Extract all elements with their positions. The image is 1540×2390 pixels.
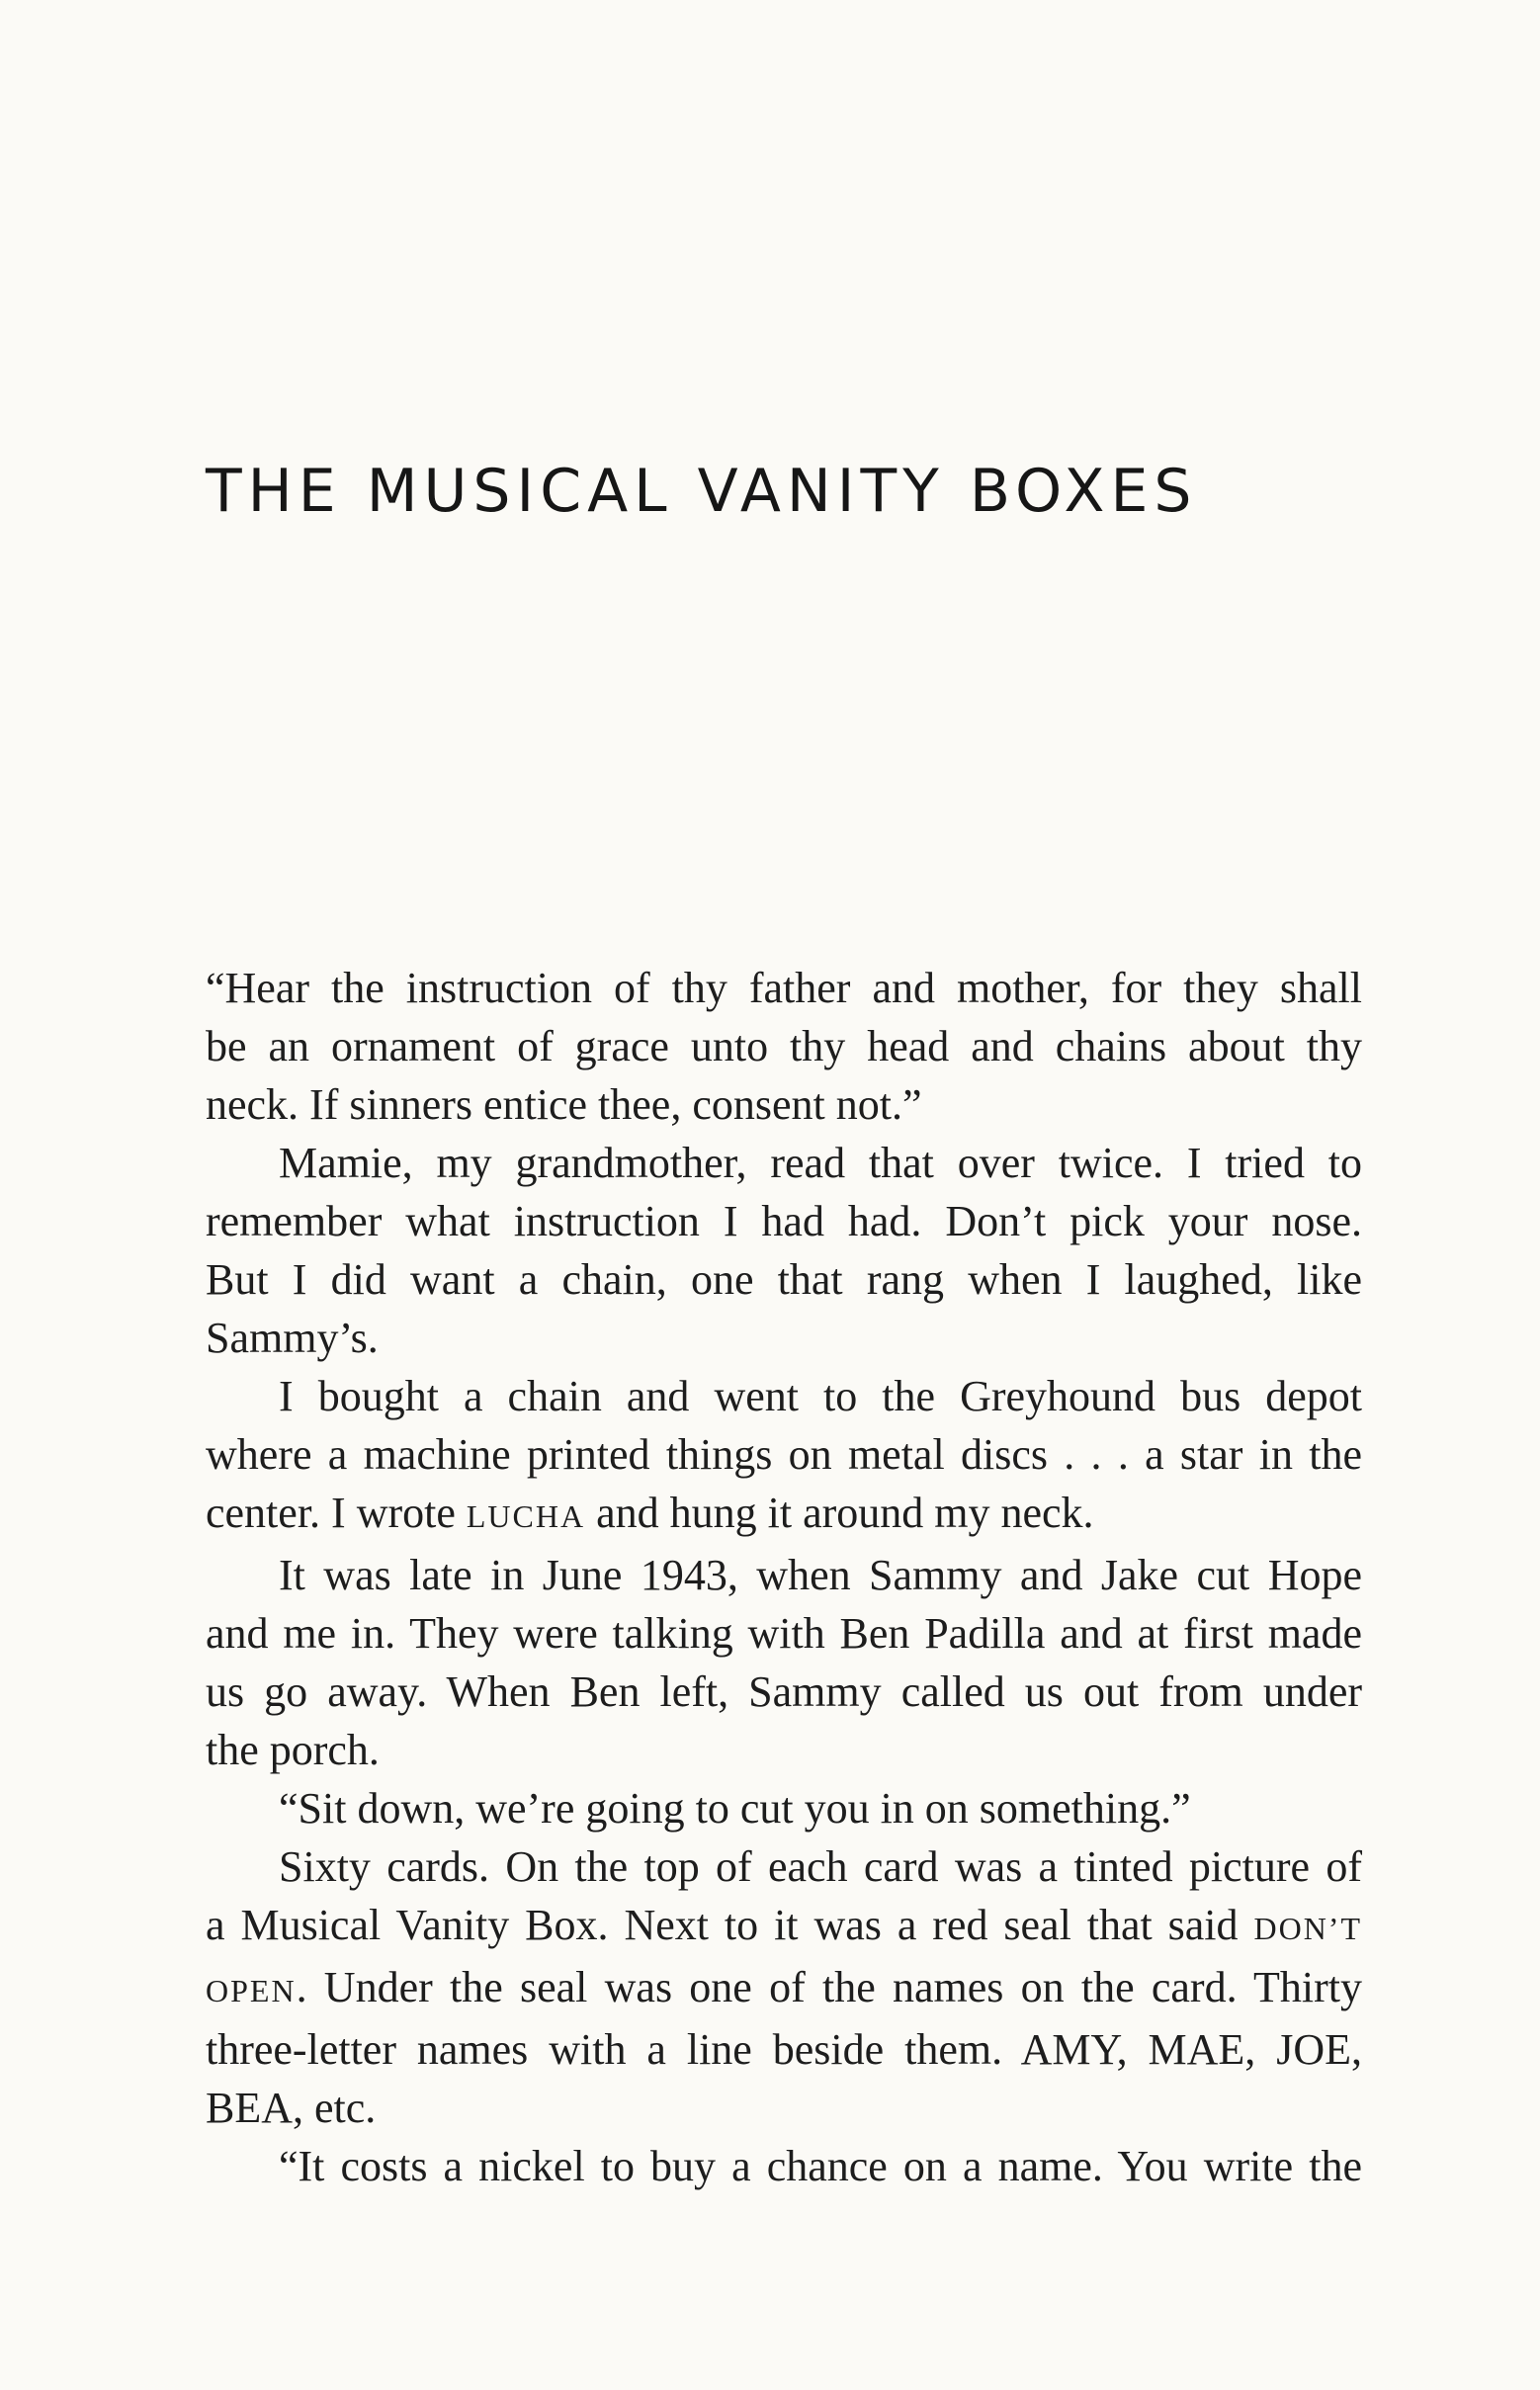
paragraph [206, 1546, 1362, 1779]
text-run: BEA, etc. [206, 2084, 377, 2132]
text-run: where a machine printed things on metal discs . . . a star in the [206, 1430, 1362, 1479]
text-line [206, 1367, 1362, 1425]
text-run: center. I wrote [206, 1489, 467, 1537]
text-line: the porch. [206, 1726, 380, 1774]
text-line: It was late in June 1943, when Sammy and Jake cut Hope [279, 1551, 1362, 1599]
paragraph [206, 1367, 1362, 1546]
text-line [206, 1958, 1362, 2020]
text-line: “Hear the instruction of thy father and mother, for they shall [206, 964, 1362, 1012]
chapter-title: THE MUSICAL VANITY BOXES [206, 457, 1198, 526]
text-line: “It costs a nickel to buy a chance on a name. You write the [279, 2142, 1362, 2190]
small-caps-word: DON’T [1253, 1911, 1362, 1946]
paragraph-epigraph [206, 959, 1362, 1134]
text-run: I bought a chain and went to the Greyhound bus depot [279, 1372, 1362, 1420]
text-line: us go away. When Ben left, Sammy called us out from under [206, 1667, 1362, 1716]
small-caps-word: LUCHA [466, 1498, 586, 1534]
text-line: be an ornament of grace unto thy head and chains about thy [206, 1022, 1362, 1070]
text-line: remember what instruction I had had. Don’t pick your nose. [206, 1197, 1362, 1245]
text-line [206, 2020, 1362, 2079]
text-line: neck. If sinners entice thee, consent not.” [206, 1080, 922, 1129]
small-caps-word: OPEN [206, 1973, 297, 2008]
text-line: Sammy’s. [206, 1314, 379, 1362]
paragraph [206, 2137, 1362, 2195]
text-run: . Under the seal was one of the names on the card. Thirty [296, 1963, 1362, 2011]
text-run: Sixty cards. On the top of each card was a tinted picture of [279, 1842, 1362, 1891]
text-line [206, 1484, 1362, 1546]
text-line [206, 2079, 1362, 2137]
paragraph [206, 1779, 1362, 1837]
text-line: and me in. They were talking with Ben Padilla and at first made [206, 1609, 1362, 1658]
text-run: three-letter names with a line beside them. AMY, MAE, JOE, [206, 2025, 1362, 2074]
text-line [206, 1896, 1362, 1958]
paragraph [206, 1134, 1362, 1367]
text-run: and hung it around my neck. [585, 1489, 1094, 1537]
text-line: But I did want a chain, one that rang when I laughed, like [206, 1255, 1362, 1304]
paragraph [206, 1837, 1362, 2137]
text-line [206, 1425, 1362, 1484]
text-line [206, 1837, 1362, 1896]
text-line: Mamie, my grandmother, read that over twice. I tried to [279, 1139, 1362, 1187]
text-line: “Sit down, we’re going to cut you in on something.” [279, 1784, 1191, 1833]
text-run: a Musical Vanity Box. Next to it was a red seal that said [206, 1901, 1254, 1949]
chapter-body [206, 959, 1362, 2195]
